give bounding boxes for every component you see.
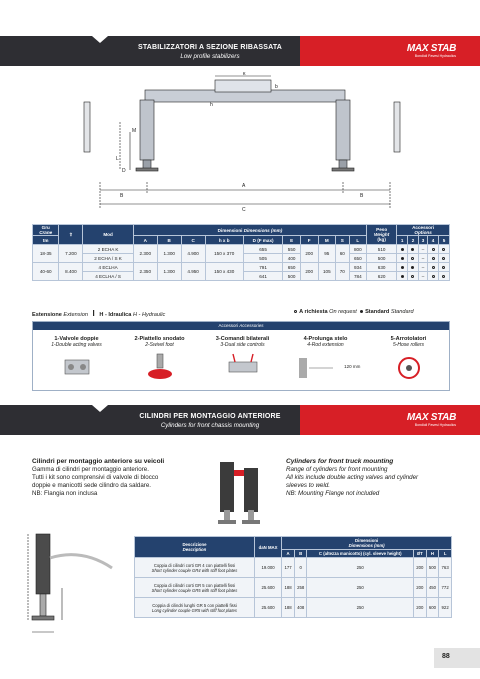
label-h: h	[210, 102, 213, 108]
cell-w: 630	[367, 263, 397, 272]
cell-b: 258	[294, 578, 307, 598]
logo-text: MAX STAB	[406, 412, 456, 423]
dim-label: Dimensioni	[217, 227, 243, 233]
cylinders-it-line: doppie e manicotti sede cilindro da saldare.	[32, 482, 152, 489]
extension-icon: I	[92, 309, 95, 318]
stabilizer-drawing	[60, 72, 430, 218]
col-l: L	[439, 550, 452, 558]
peso-label: Peso	[376, 227, 388, 232]
legend-extension: Estensione	[32, 312, 62, 318]
banner-dark-band	[0, 405, 300, 435]
accessory-label: 1-Valvole doppie	[54, 336, 99, 342]
cell-dan: 19.000	[255, 558, 282, 578]
hose-rollers-icon	[389, 352, 429, 384]
accessories-title: Accessori	[218, 323, 238, 328]
legend-right	[294, 309, 414, 315]
banner-subtitle: Low profile stabilizers	[180, 53, 240, 60]
request-dot-icon	[432, 266, 435, 269]
cell-a: 188	[282, 578, 295, 598]
legend-extension-en: Extension	[63, 312, 88, 318]
acc-4-cell	[428, 272, 439, 281]
col-f: F	[300, 236, 318, 245]
table-row	[135, 558, 452, 578]
legend-request-en: On request	[329, 309, 357, 315]
accessory-label: 3-Comandi bilaterali	[215, 336, 270, 342]
cell-l: 772	[439, 578, 452, 598]
acc-2-cell	[408, 272, 419, 281]
table-row	[135, 598, 452, 618]
dual-controls-icon	[223, 352, 263, 384]
request-dot-icon	[411, 257, 414, 260]
cell-f: 200	[300, 245, 318, 263]
col-dimensions	[133, 225, 366, 236]
col-load-icon: ⇧	[59, 225, 83, 245]
acc-en-label: Options	[414, 230, 432, 235]
col-acc-2: 2	[408, 236, 419, 245]
desc-en: Long cylinder couple GR5 with stiff foot plates	[152, 607, 237, 613]
cell-a: 188	[282, 598, 295, 618]
col-description	[135, 537, 255, 558]
cell-d: 641	[243, 272, 282, 281]
logo-subtext: Bondioli Pavesi Hydraulics	[414, 423, 456, 427]
cylinders-en-line: sleeves to weld.	[286, 482, 331, 489]
request-dot-icon	[442, 257, 445, 260]
logo-subtext: Bondioli Pavesi Hydraulics	[414, 54, 456, 58]
cell-mod: 4 ECLHA / S	[83, 272, 133, 281]
banner-title: STABILIZZATORI A SEZIONE RIBASSATA	[137, 44, 283, 51]
page-number: 88	[442, 653, 450, 660]
request-dot-icon	[432, 275, 435, 278]
section-banner-stabilizers	[0, 36, 480, 66]
desc-en: Short cylinder couple GR4 with stiff foot plates	[151, 567, 238, 573]
page-number-tab	[434, 648, 480, 668]
swivel-foot-icon	[140, 352, 180, 384]
cell-b: 1.300	[157, 245, 181, 263]
acc-1-cell	[397, 272, 408, 281]
label-b-right: B	[360, 193, 364, 199]
dim-label: Dimensioni	[355, 538, 379, 543]
col-weight	[367, 225, 397, 245]
cell-a: 2.350	[133, 263, 157, 281]
cell-description	[135, 578, 255, 598]
cell-s: 60	[336, 245, 349, 263]
accessories-title-en: Accessories	[239, 323, 264, 328]
col-c: C	[181, 236, 205, 245]
acc-2-cell	[408, 245, 419, 254]
cylinders-en-title: Cylinders for front truck mounting	[286, 458, 394, 465]
legend-standard: Standard	[365, 309, 390, 315]
cell-l: 922	[439, 598, 452, 618]
cylinder-photo	[214, 458, 270, 530]
request-dot-icon	[432, 257, 435, 260]
desc-it: Coppia di cilindri corti GR 5 con piattelli fissi	[153, 582, 236, 588]
col-b: B	[294, 550, 307, 558]
legend-hydraulic: H - Idraulica	[99, 312, 132, 318]
cylinders-it-line: Gamma di cilindri per montaggio anteriore.	[32, 466, 149, 473]
label-k: k	[243, 72, 246, 77]
cell-l: 763	[439, 558, 452, 578]
maxistab-logo	[407, 412, 456, 427]
accessory-label: 4-Prolunga stelo	[303, 336, 348, 342]
rod-dimension: 120 mm	[344, 364, 361, 369]
col-gru	[33, 225, 59, 236]
gru-en-label: Crane	[39, 230, 53, 235]
banner-title: CILINDRI PER MONTAGGIO ANTERIORE	[139, 413, 281, 420]
col-m: M	[318, 236, 336, 245]
accessory-label: 5-Arrotolatori	[390, 336, 427, 342]
col-accessories	[397, 225, 450, 236]
acc-3-cell: –	[418, 245, 427, 254]
acc-5-cell	[438, 272, 449, 281]
col-l: L	[349, 236, 367, 245]
acc-3-cell: –	[418, 272, 427, 281]
valves-icon	[57, 352, 97, 384]
banner-notch	[92, 36, 108, 43]
cell-a: 2.300	[133, 245, 157, 263]
cell-hb: 150 x 370	[205, 245, 243, 263]
acc-3-cell: –	[418, 254, 427, 263]
desc-it: Coppia di cilindri corti GR 4 con piattelli fissi	[153, 562, 236, 568]
cylinders-en-line: Range of cylinders for front mounting	[286, 466, 388, 473]
table-row	[33, 245, 450, 254]
accessories-box	[32, 321, 450, 391]
cell-dan: 25.600	[255, 578, 282, 598]
legend-hydraulic-en: H - Hydraulic	[132, 312, 166, 318]
label-b-top: b	[275, 84, 278, 90]
desc-en: Short cylinder couple GR5 with stiff foot plates	[151, 587, 238, 593]
cell-description	[135, 598, 255, 618]
acc-1-cell	[397, 245, 408, 254]
col-dimensions	[282, 537, 452, 550]
cell-gru: 40-60	[33, 263, 59, 281]
col-d: D (F max)	[243, 236, 282, 245]
cell-l: 784	[349, 272, 367, 281]
section-banner-cylinders	[0, 405, 480, 435]
request-dot-icon	[442, 248, 445, 251]
cell-hb: 150 x 430	[205, 263, 243, 281]
cell-w: 500	[367, 254, 397, 263]
col-mod: Mod	[83, 225, 133, 245]
cell-t: 200	[414, 598, 427, 618]
accessory-label-en: 4-Rod extension	[307, 342, 344, 348]
cylinders-it-title: Cilindri per montaggio anteriore su veicoli	[32, 458, 165, 465]
acc-1-cell	[397, 254, 408, 263]
acc-2-cell	[408, 254, 419, 263]
acc-1-cell	[397, 263, 408, 272]
label-a: A	[242, 183, 246, 189]
logo-text: MAX STAB	[406, 43, 456, 54]
label-d: D	[122, 168, 126, 174]
accessory-label-en: 1-Double acting valves	[51, 342, 102, 348]
cell-gru: 18-35	[33, 245, 59, 263]
stabilizer-spec-table	[32, 224, 450, 281]
cell-b: 408	[294, 598, 307, 618]
label-b-left: B	[120, 193, 124, 199]
col-h: H	[426, 550, 439, 558]
cylinders-table	[134, 536, 452, 618]
col-acc-1: 1	[397, 236, 408, 245]
banner-subtitle: Cylinders for front chassis mounting	[160, 422, 260, 429]
col-b: B	[157, 236, 181, 245]
cell-e: 400	[283, 254, 301, 263]
accessory-item-dual-controls	[201, 336, 284, 386]
desc-label: Descrizione	[182, 542, 207, 547]
acc-5-cell	[438, 254, 449, 263]
table-row	[135, 578, 452, 598]
cell-c: 250	[307, 558, 414, 578]
cell-b: 1.300	[157, 263, 181, 281]
cell-c: 4.950	[181, 263, 205, 281]
acc-4-cell	[428, 263, 439, 272]
legend-request: A richiesta	[299, 309, 328, 315]
acc-4-cell	[428, 254, 439, 263]
col-acc-5: 5	[438, 236, 449, 245]
accessory-label: 2-Piattello snodato	[134, 336, 185, 342]
cell-mod: 4 ECLHA	[83, 263, 133, 272]
cell-h: 450	[426, 578, 439, 598]
peso-unit: (kg)	[377, 237, 386, 242]
standard-dot-icon	[401, 257, 404, 260]
cylinder-drawing	[22, 528, 132, 644]
standard-dot-icon	[401, 266, 404, 269]
cell-s: 70	[336, 263, 349, 281]
col-acc-3: 3	[418, 236, 427, 245]
cell-d: 505	[243, 254, 282, 263]
cell-l: 650	[349, 254, 367, 263]
cell-m: 95	[318, 245, 336, 263]
label-m: M	[132, 128, 137, 134]
request-dot-icon	[411, 275, 414, 278]
standard-dot-icon	[360, 310, 363, 313]
accessory-item-valves	[35, 336, 118, 386]
peso-en-label: Weight	[374, 232, 390, 237]
cell-e: 500	[283, 272, 301, 281]
cell-d: 791	[243, 263, 282, 272]
legend-row	[32, 309, 452, 318]
acc-2-cell	[408, 263, 419, 272]
standard-dot-icon	[401, 248, 404, 251]
col-a: A	[133, 236, 157, 245]
cell-b: 0	[294, 558, 307, 578]
cell-description	[135, 558, 255, 578]
col-e: E	[283, 236, 301, 245]
acc-label: Accessori	[412, 225, 435, 230]
cell-c: 250	[307, 578, 414, 598]
label-c: C	[242, 207, 246, 213]
accessory-item-hose-rollers	[367, 336, 450, 386]
maxistab-logo	[407, 43, 456, 58]
banner-notch	[92, 405, 108, 412]
cell-t: 200	[414, 558, 427, 578]
acc-3-cell: –	[418, 263, 427, 272]
standard-dot-icon	[411, 248, 414, 251]
cylinders-en-line: NB: Mounting Flange not included	[286, 490, 380, 497]
cell-h: 600	[426, 598, 439, 618]
col-s: S	[336, 236, 349, 245]
cell-e: 650	[283, 263, 301, 272]
cell-f: 200	[300, 263, 318, 281]
desc-en-label: Description	[182, 547, 207, 552]
accessory-label-en: 3-Dual side controls	[220, 342, 265, 348]
col-dan: daN MAX	[255, 537, 282, 558]
standard-dot-icon	[401, 275, 404, 278]
cell-dan: 25.600	[255, 598, 282, 618]
cell-h: 500	[426, 558, 439, 578]
col-tm: tm	[33, 236, 59, 245]
request-dot-icon	[442, 266, 445, 269]
cylinders-it-line: NB: Flangia non inclusa	[32, 490, 98, 497]
label-f: L	[116, 156, 119, 162]
acc-5-cell	[438, 263, 449, 272]
cylinders-english-text	[286, 458, 466, 498]
col-a: A	[282, 550, 295, 558]
cell-mod: 2 ECHA K	[83, 245, 133, 254]
accessory-label-en: 5-Hose rollers	[392, 342, 425, 348]
cylinders-en-line: All kits include double acting valves and cylinder	[286, 474, 419, 481]
cylinders-italian-text	[32, 458, 212, 498]
cell-l: 800	[349, 245, 367, 254]
acc-5-cell	[438, 245, 449, 254]
cell-c: 250	[307, 598, 414, 618]
table-row	[33, 263, 450, 272]
cylinders-it-line: Tutti i kit sono comprensivi di valvole di blocco	[32, 474, 159, 481]
cell-c: 4.900	[181, 245, 205, 263]
col-t: ØT	[414, 550, 427, 558]
col-acc-4: 4	[428, 236, 439, 245]
accessory-item-rod-extension	[284, 336, 367, 386]
dim-en-label: Dimensions (mm)	[243, 227, 283, 233]
rod-extension-icon	[297, 352, 337, 384]
legend-standard-en: Standard	[390, 309, 414, 315]
cell-m: 105	[318, 263, 336, 281]
acc-4-cell	[428, 245, 439, 254]
request-dot-icon	[442, 275, 445, 278]
cell-a: 177	[282, 558, 295, 578]
cell-dan: 7.200	[59, 245, 83, 263]
standard-dot-icon	[411, 266, 414, 269]
cell-d: 655	[243, 245, 282, 254]
desc-it: Coppia di cilindri lunghi GR 5 con piattelli fissi	[152, 602, 237, 608]
accessory-item-swivel-foot	[118, 336, 201, 386]
cell-dan: 8.400	[59, 263, 83, 281]
cell-w: 510	[367, 245, 397, 254]
accessories-header	[33, 322, 449, 330]
col-hb: h x b	[205, 236, 243, 245]
cell-mod: 2 ECHA / S K	[83, 254, 133, 263]
banner-dark-band	[0, 36, 300, 66]
dim-en-label: Dimensions (mm)	[348, 543, 385, 548]
cell-l: 934	[349, 263, 367, 272]
accessory-label-en: 2-Swivel foot	[145, 342, 174, 348]
cell-w: 620	[367, 272, 397, 281]
cell-t: 200	[414, 578, 427, 598]
request-dot-icon	[432, 248, 435, 251]
request-dot-icon	[294, 310, 297, 313]
cell-e: 550	[283, 245, 301, 254]
gru-label: Gru	[41, 225, 50, 230]
col-c: C (altezza manicotto) (cyl. sleeve height)	[307, 550, 414, 558]
